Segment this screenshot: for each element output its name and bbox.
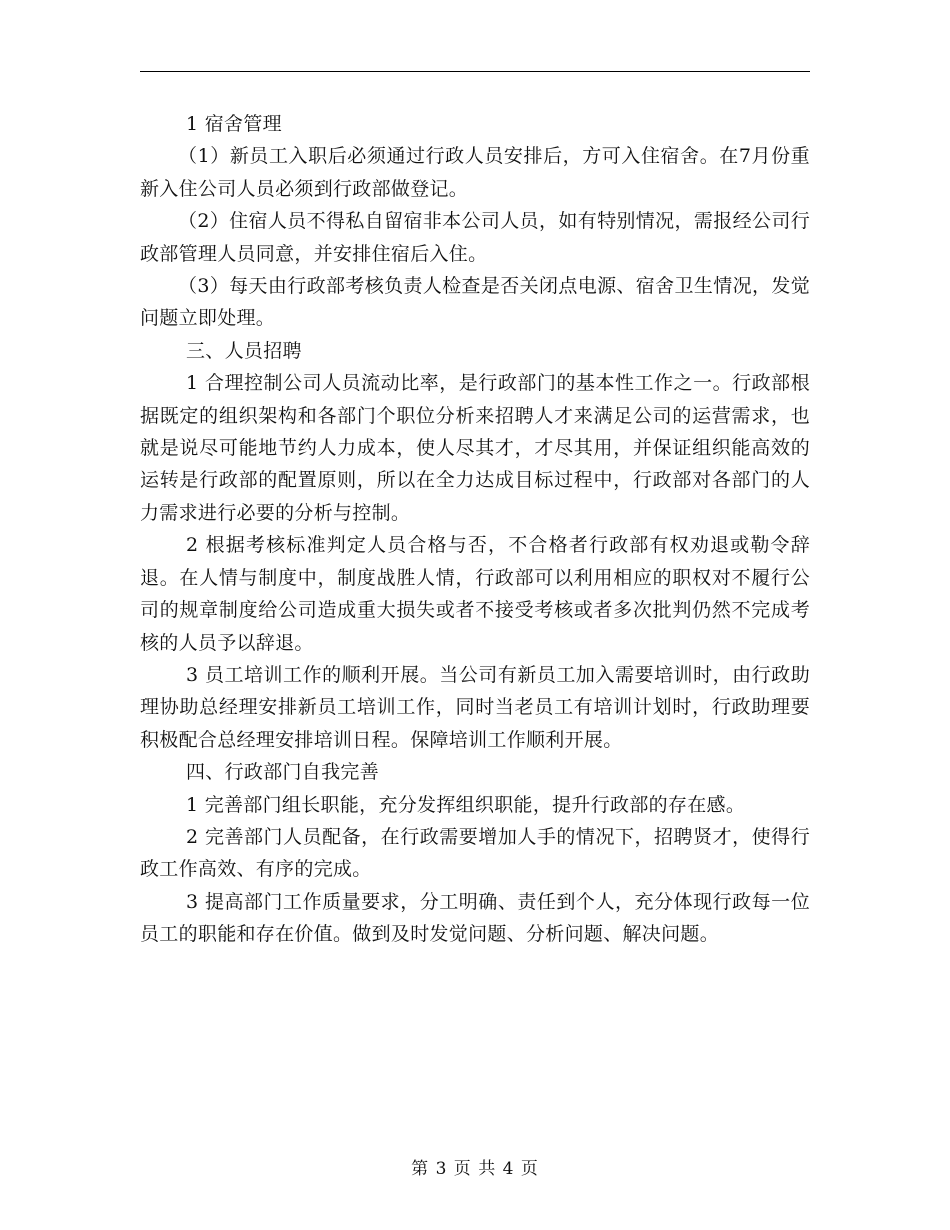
page-number-footer: 第 3 页 共 4 页: [411, 1159, 539, 1179]
section-heading-self-improvement: 四、行政部门自我完善: [186, 761, 380, 784]
paragraph-recruitment-2: 2 根据考核标准判定人员合格与否，不合格者行政部有权劝退或勒令辞退。在人情与制度中，制度战胜人情，行政部可以利用相应的职权对不履行公司的规章制度给公司造成重大损失或者不接受考核或者多次批判仍然不完成考核的人员予以辞退。: [140, 534, 810, 654]
document-body: [140, 108, 810, 951]
paragraph-improvement-1: 1 完善部门组长职能，充分发挥组织职能，提升行政部的存在感。: [186, 793, 746, 816]
paragraph-dorm-heading: 1 宿舍管理: [186, 113, 282, 135]
paragraph-dorm-item-3: （3）每天由行政部考核负责人检查是否关闭点电源、宿舍卫生情况，发觉问题立即处理。: [140, 275, 810, 330]
paragraph-dorm-item-1: （1）新员工入职后必须通过行政人员安排后，方可入住宿舍。在7月份重新入住公司人员必须到行政部做登记。: [140, 145, 810, 200]
section-heading-recruitment: 三、人员招聘: [186, 339, 302, 362]
paragraph-improvement-2: 2 完善部门人员配备，在行政需要增加人手的情况下，招聘贤才，使得行政工作高效、有序的完成。: [140, 825, 810, 881]
paragraph-recruitment-3: 3 员工培训工作的顺利开展。当公司有新员工加入需要培训时，由行政助理协助总经理安排新员工培训工作，同时当老员工有培训计划时，行政助理要积极配合总经理安排培训日程。保障培训工作顺利开展。: [140, 663, 810, 751]
paragraph-improvement-3: 3 提高部门工作质量要求，分工明确、责任到个人，充分体现行政每一位员工的职能和存在价值。做到及时发觉问题、分析问题、解决问题。: [140, 890, 810, 946]
paragraph-recruitment-1: 1 合理控制公司人员流动比率，是行政部门的基本性工作之一。行政部根据既定的组织架构和各部门个职位分析来招聘人才来满足公司的运营需求，也就是说尽可能地节约人力成本，使人尽其才，才尽其用，并保证组织能高效的运转是行政部的配置原则，所以在全力达成目标过程中，行政部对各部门的人力需求进行必要的分析与控制。: [140, 372, 810, 524]
header-rule: [140, 71, 810, 72]
paragraph-dorm-item-2: （2）住宿人员不得私自留宿非本公司人员，如有特别情况，需报经公司行政部管理人员同意，并安排住宿后入住。: [140, 210, 810, 265]
